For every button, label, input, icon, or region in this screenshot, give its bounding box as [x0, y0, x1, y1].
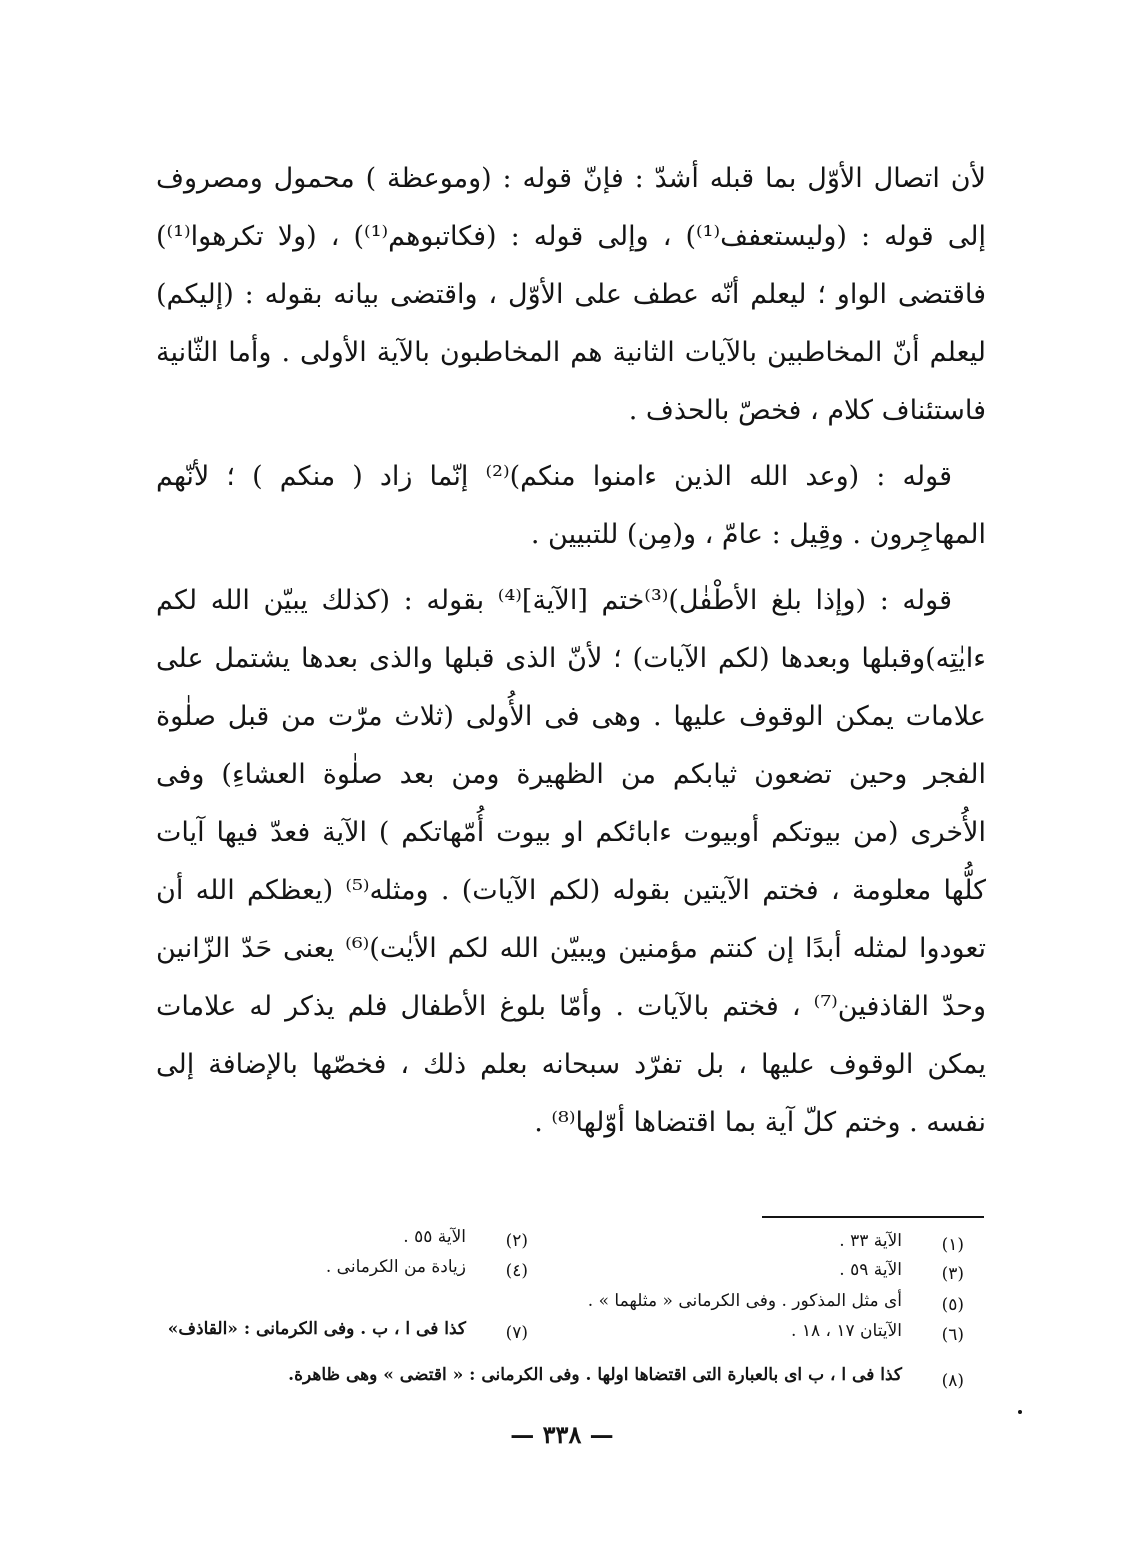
- footnote-text-8: كذا فى ا ، ب اى بالعبارة التى اقتضاها اولها . وفى الكرمانى : « اقتضى » وهى ظاهرة.: [288, 1365, 902, 1385]
- footnote-number-8: (٨): [941, 1371, 964, 1391]
- paragraph-2: قوله : (وعد الله الذين ءامنوا منكم)⁽²⁾ إنّما زاد ( منكم ) ؛ لأنّهم المهاجِرون . وقِيل : عامّ ، و(مِن) للتبيين .: [156, 461, 986, 550]
- footnote-text-7: كذا فى ا ، ب . وفى الكرمانى : «القاذف»: [167, 1319, 466, 1339]
- footnote-number-7: (٧): [505, 1323, 528, 1343]
- body-text: [156, 150, 986, 1152]
- footnote-number-4: (٤): [505, 1261, 528, 1281]
- footnote-number-3: (٣): [941, 1264, 964, 1284]
- footnote-text-6: الآيتان ١٧ ، ١٨ .: [791, 1321, 902, 1341]
- paragraph-1: لأن اتصال الأوّل بما قبله أشدّ : فإنّ قوله : (وموعظة ) محمول ومصروف إلى قوله : (وليستعفف⁽¹⁾) ، وإلى قوله : (فكاتبوهم⁽¹⁾) ، (ولا تكرهوا⁽¹⁾) فاقتضى الواو ؛ ليعلم أنّه عطف على الأوّل ، واقتضى بيانه بقوله : (إليكم) ليعلم أنّ المخاطبين بالآيات الثانية هم المخاطبون بالآية الأولى . وأما الثّانية فاستئناف كلام ، فخصّ بالحذف .: [156, 163, 986, 426]
- paragraph-3: قوله : (وإذا بلغ الأطْفٰل)⁽³⁾ختم [الآية]⁽⁴⁾ بقوله : (كذلك يبيّن الله لكم ءايٰتِه)وقبلها وبعدها (لكم الآيات) ؛ لأنّ الذى قبلها والذى بعدها يشتمل على علامات يمكن الوقوف عليها . وهى فى الأُولى (ثلاث مرّٰت من قبل صلٰوة الفجر وحين تضعون ثيابكم من الظهيرة ومن بعد صلٰوة العشاءِ) وفى الأُخرى (من بيوتكم أوبيوت ءابائكم او بيوت أُمّهاتكم ) الآية فعدّ فيها آيات كلُّها معلومة ، فختم الآيتين بقوله (لكم الآيات) . ومثله⁽⁵⁾ (يعظكم الله أن تعودوا لمثله أبدًا إن كنتم مؤمنين ويبيّن الله لكم الأيٰت)⁽⁶⁾ يعنى حَدّ الزّانين وحدّ القاذفين⁽⁷⁾ ، فختم بالآيات . وأمّا بلوغ الأطفال فلم يذكر له علامات يمكن الوقوف عليها ، بل تفرّد سبحانه بعلم ذلك ، فخصّها بالإضافة إلى نفسه . وختم كلّ آية بما اقتضاها أوّلها⁽⁸⁾ .: [156, 585, 987, 1138]
- footnote-text-4: زيادة من الكرمانى .: [325, 1257, 466, 1277]
- footnote-number-5: (٥): [941, 1295, 964, 1315]
- footnote-text-5: أى مثل المذكور . وفى الكرمانى « مثلهما » .: [587, 1291, 902, 1311]
- footnote-number-6: (٦): [941, 1325, 964, 1345]
- footnote-number-2: (٢): [505, 1231, 528, 1251]
- footnote-text-3: الآية ٥٩ .: [839, 1260, 902, 1280]
- footnote-number-1: (١): [941, 1235, 964, 1255]
- footnote-text-2: الآية ٥٥ .: [403, 1227, 466, 1247]
- footnote-separator: [762, 1216, 984, 1218]
- footnote-text-1: الآية ٣٣ .: [839, 1231, 902, 1251]
- scan-speck: [1018, 1410, 1022, 1414]
- page-number: — ٣٣٨ —: [510, 1420, 614, 1449]
